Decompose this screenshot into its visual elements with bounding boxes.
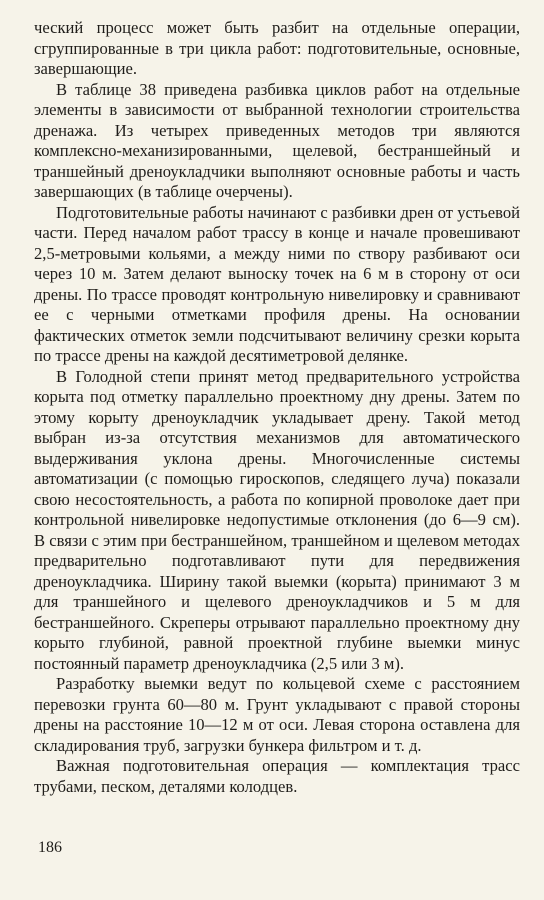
paragraph-4: В Голодной степи принят метод предварительного устройства корыта под отметку параллельно проектному дну дрены. Затем по этому корыту дреноукладчик укладывает дрену. Такой метод выбран из-за отсутствия механизмов для автоматического выдерживания уклона дрены. Многочисленные системы автоматизации (с помощью гироскопов, следящего луча) показали свою несостоятельность, а работа по копирной проволоке дает при контрольной нивелировке недопустимые отклонения (до 6—9 см). В связи с этим при бестраншейном, траншейном и щелевом методах предварительно подготавливают пути для передвижения дреноукладчика. Ширину такой выемки (корыта) принимают 3 м для траншейного и щелевого дреноукладчиков и 5 м для бестраншейного. Скреперы отрывают параллельно проектному дну корыто глубиной, равной проектной глубине выемки минус постоянный параметр дреноукладчика (2,5 или 3 м). xyxy=(34,366,520,673)
page-text-column xyxy=(34,18,520,797)
paragraph-5: Разработку выемки ведут по кольцевой схеме с расстоянием перевозки грунта 60—80 м. Грунт укладывают с правой стороны дрены на расстояние 10—12 м от оси. Левая сторона оставлена для складирования труб, загрузки бункера фильтром и т. д. xyxy=(34,674,520,755)
paragraph-2: В таблице 38 приведена разбивка циклов работ на отдельные элементы в зависимости от выбранной технологии строительства дренажа. Из четырех приведенных методов три являются комплексно-механизированными, щелевой, бестраншейный и траншейный дреноукладчики выполняют основные работы и часть завершающих (в таблице очерчены). xyxy=(34,79,520,201)
paragraph-1: ческий процесс может быть разбит на отдельные операции, сгруппированные в три цикла работ: подготовительные, основные, завершающие. xyxy=(34,18,520,78)
paragraph-3: Подготовительные работы начинают с разбивки дрен от устьевой части. Перед началом работ трассу в конце и начале провешивают 2,5-метровыми кольями, а между ними по створу разбивают оси через 10 м. Затем делают выноску точек на 6 м в сторону от оси дрены. По трассе проводят контрольную нивелировку и сравнивают ее с черными отметками профиля дрены. На основании фактических отметок земли подсчитывают величину срезки корыта по трассе дрены на каждой десятиметровой делянке. xyxy=(34,202,520,365)
paragraph-6: Важная подготовительная операция — комплектация трасс трубами, песком, деталями колодцев. xyxy=(34,756,520,796)
page-number: 186 xyxy=(38,839,62,856)
